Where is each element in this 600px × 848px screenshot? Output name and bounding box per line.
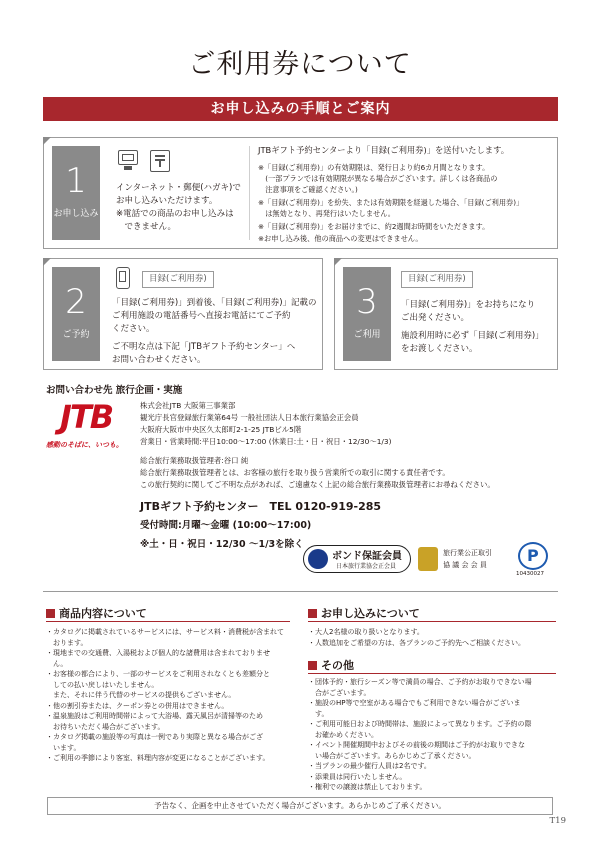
product-item: います。 — [46, 743, 81, 752]
other-item: ・ご利用可能日および時間帯は、施設によって異なります。ご予約の際 — [308, 720, 532, 728]
manager-line-2: 総合旅行業務取扱管理者とは、お客様の旅行を取り扱う営業所での取引に関する責任者です。 — [140, 468, 450, 477]
step-3-number: 3 — [356, 282, 378, 322]
step-3-corner — [334, 258, 342, 266]
red-square-icon — [308, 609, 317, 618]
product-item: ・温泉施設はご利用時間帯によって大浴場、露天風呂が清掃等のため — [46, 712, 263, 720]
step-3-text-4: をお渡しください。 — [401, 344, 478, 354]
step-2-label: ご予約 — [62, 330, 90, 340]
step-2-text-2: ご利用施設の電話番号へ直接お電話にてご予約 — [112, 311, 291, 321]
company-line-2: 観光庁長官登録旅行業第64号 一般社団法人日本旅行業協会正会員 — [140, 413, 359, 422]
step-1-note-2: (一部プランでは有効期限が異なる場合がございます。詳しくは各商品の — [258, 174, 498, 183]
bond-badge-title: ボンド保証会員 — [332, 551, 402, 562]
product-item: お待ちいただく場合がございます。 — [46, 722, 165, 731]
product-item: ・他の割引券または、クーポン券との併用はできません。 — [46, 701, 229, 710]
step-1-corner — [43, 137, 51, 145]
company-line-1: 株式会社JTB 大阪第三事業部 — [140, 401, 236, 410]
step-1-note-6: ※「目録(ご利用券)」をお届けまでに、約2週間お時間をいただきます。 — [258, 222, 490, 231]
step-1-note-3: 注意事項をご確認ください。) — [258, 185, 358, 194]
fair-trade-line-2: 協 議 会 会 員 — [443, 561, 487, 569]
red-square-icon — [46, 609, 55, 618]
product-section-rule — [46, 621, 290, 622]
gift-center-tel: JTBギフト予約センター TEL 0120-919-285 — [140, 500, 382, 513]
step-2-corner — [43, 258, 51, 266]
step-3-panel — [334, 258, 558, 370]
company-line-4: 営業日・営業時間:平日10:00〜17:00 (休業日:土・日・祝日・12/30〜1/3) — [140, 437, 392, 446]
product-section-heading — [46, 605, 147, 621]
step-1-note-7: ※お申し込み後、他の商品への変更はできません。 — [258, 234, 423, 243]
step-2-voucher-tag: 目録(ご利用券) — [142, 271, 214, 288]
mailbox-icon — [150, 150, 170, 172]
step-1-note-4: ※「目録(ご利用券)」を紛失、または有効期限を経過した場合、「目録(ご利用券)」 — [258, 198, 524, 207]
product-item: ・現地までの交通費、入湯税および個人的な諸費用は含まれておりませ — [46, 649, 270, 657]
apply-section-rule — [308, 621, 556, 622]
step-3-text-1: 「目録(ご利用券)」をお持ちになり — [401, 300, 536, 310]
fair-trade-line-1: 旅行業公正取引 — [443, 549, 492, 557]
page-title: ご利用券について — [188, 49, 412, 80]
apply-item: ・人数追加をご希望の方は、各プランのご予約先へご相談ください。 — [308, 638, 525, 647]
other-item: ・団体予約・旅行シーズン等で満員の場合、ご予約がお取りできない場 — [308, 678, 532, 686]
other-item: 合がございます。 — [308, 688, 371, 697]
cancellation-notice: 予告なく、企画を中止させていただく場合がございます。あらかじめご了承ください。 — [47, 797, 553, 815]
bond-badge-sub: 日本旅行業協会正会員 — [336, 563, 397, 570]
product-item: ・お客様の都合により、一部のサービスをご利用されなくとも差額分と — [46, 670, 270, 678]
other-section-title: その他 — [321, 659, 354, 672]
other-item: す。 — [308, 709, 329, 718]
other-section-rule — [308, 673, 556, 674]
step-1-divider — [249, 146, 250, 240]
step-1-text-3: ※電話での商品のお申し込みは — [116, 209, 234, 219]
apply-section-heading — [308, 605, 420, 621]
step-3-text-3: 施設利用時に必ず「目録(ご利用券)」 — [401, 331, 544, 341]
computer-icon — [118, 150, 138, 172]
other-item: ・当プランの最少催行人員は2名です。 — [308, 762, 431, 770]
other-list — [308, 677, 532, 793]
page-number: T19 — [549, 816, 566, 826]
product-item: ・カタログに掲載されているサービスには、サービス料・消費税が含まれて — [46, 628, 284, 636]
other-section-heading — [308, 657, 354, 673]
step-2-text-1: 「目録(ご利用券)」到着後、「目録(ご利用券)」記載の — [112, 298, 317, 308]
apply-section-title: お申し込みについて — [321, 607, 420, 620]
step-1-number: 1 — [65, 161, 87, 201]
apply-list — [308, 627, 525, 648]
other-item: お確かめください。 — [308, 730, 378, 739]
company-line-3: 大阪府大阪市中央区久太郎町2-1-25 JTBビル5階 — [140, 425, 302, 434]
step-3-label: ご利用 — [353, 330, 381, 340]
product-item: ・ご利用の季節により客室、料理内容が変更になることがございます。 — [46, 754, 270, 762]
red-square-icon — [308, 661, 317, 670]
step-1-number-box — [52, 146, 100, 240]
jtb-tagline: 感動のそばに、いつも。 — [46, 441, 123, 449]
privacy-mark-letter: P — [527, 546, 539, 565]
product-section-title: 商品内容について — [59, 607, 147, 620]
step-1-text-4: できません。 — [116, 222, 177, 232]
other-item: ・権利での譲渡は禁止しております。 — [308, 783, 427, 791]
other-item: ・添乗員は同行いたしません。 — [308, 772, 407, 781]
step-1-note-5: は無効となり、再発行はいたしません。 — [258, 209, 395, 218]
product-item: ・カタログ掲載の施設等の写真は一例であり実際と異なる場合がござ — [46, 733, 263, 741]
product-item: しての払い戻しはいたしません。 — [46, 680, 159, 689]
manager-line-1: 総合旅行業務取扱管理者:谷口 純 — [140, 456, 249, 465]
step-1-note-1: ※「目録(ご利用券)」の有効期限は、発行日より約6カ月間となります。 — [258, 163, 490, 172]
step-1-text-2: お申し込みいただけます。 — [116, 196, 218, 206]
product-item: また、それに伴う代替のサービスの提供もございません。 — [46, 691, 236, 699]
reception-hours-note: ※土・日・祝日・12/30 〜1/3を除く — [140, 539, 304, 550]
step-1-panel — [43, 137, 558, 249]
step-2-number: 2 — [65, 282, 87, 322]
step-2-number-box — [52, 267, 100, 361]
contact-heading: お問い合わせ先 旅行企画・実施 — [46, 385, 183, 396]
step-3-voucher-tag: 目録(ご利用券) — [401, 271, 473, 288]
reception-hours: 受付時間:月曜〜金曜 (10:00〜17:00) — [140, 520, 312, 531]
other-item: ・施設のHP等で空室がある場合でもご利用できない場合がございま — [308, 699, 521, 707]
product-list — [46, 627, 284, 764]
smartphone-icon — [116, 267, 130, 289]
fair-trade-emblem-icon — [418, 547, 438, 571]
jtb-logo: JTB — [60, 398, 113, 436]
step-1-text-1: インターネット・郵便(ハガキ)で — [116, 183, 241, 193]
step-3-text-2: ご出発ください。 — [401, 313, 470, 323]
fair-trade-badge — [418, 545, 508, 573]
manager-line-3: この旅行契約に関してご不明な点があれば、ご遠慮なく上記の総合旅行業務取扱管理者にお尋ねください。 — [140, 480, 495, 489]
apply-item: ・大人2名様の取り扱いとなります。 — [308, 628, 424, 636]
product-item: ん。 — [46, 659, 68, 668]
bond-member-badge — [303, 545, 411, 573]
step-2-text-4: ご不明な点は下記「JTBギフト予約センター」へ — [112, 342, 296, 352]
step-2-text-3: ください。 — [112, 324, 155, 334]
step-2-text-5: お問い合わせください。 — [112, 355, 206, 365]
step-3-number-box — [343, 267, 391, 361]
section-banner: お申し込みの手順とご案内 — [43, 97, 558, 121]
step-1-label: お申し込み — [53, 209, 99, 219]
jata-emblem-icon — [308, 549, 328, 569]
privacy-mark-badge — [512, 540, 554, 580]
other-item: い場合がございます。あらかじめご了承ください。 — [308, 751, 476, 760]
step-2-panel — [43, 258, 323, 370]
product-item: おります。 — [46, 638, 88, 647]
section-divider — [43, 591, 558, 592]
step-1-right-title: JTBギフト予約センターより「目録(ご利用券)」を送付いたします。 — [258, 145, 509, 155]
privacy-mark-number: 10430027 — [516, 571, 544, 577]
other-item: ・イベント開催期間中およびその前後の期間はご予約がお取りできな — [308, 741, 525, 749]
